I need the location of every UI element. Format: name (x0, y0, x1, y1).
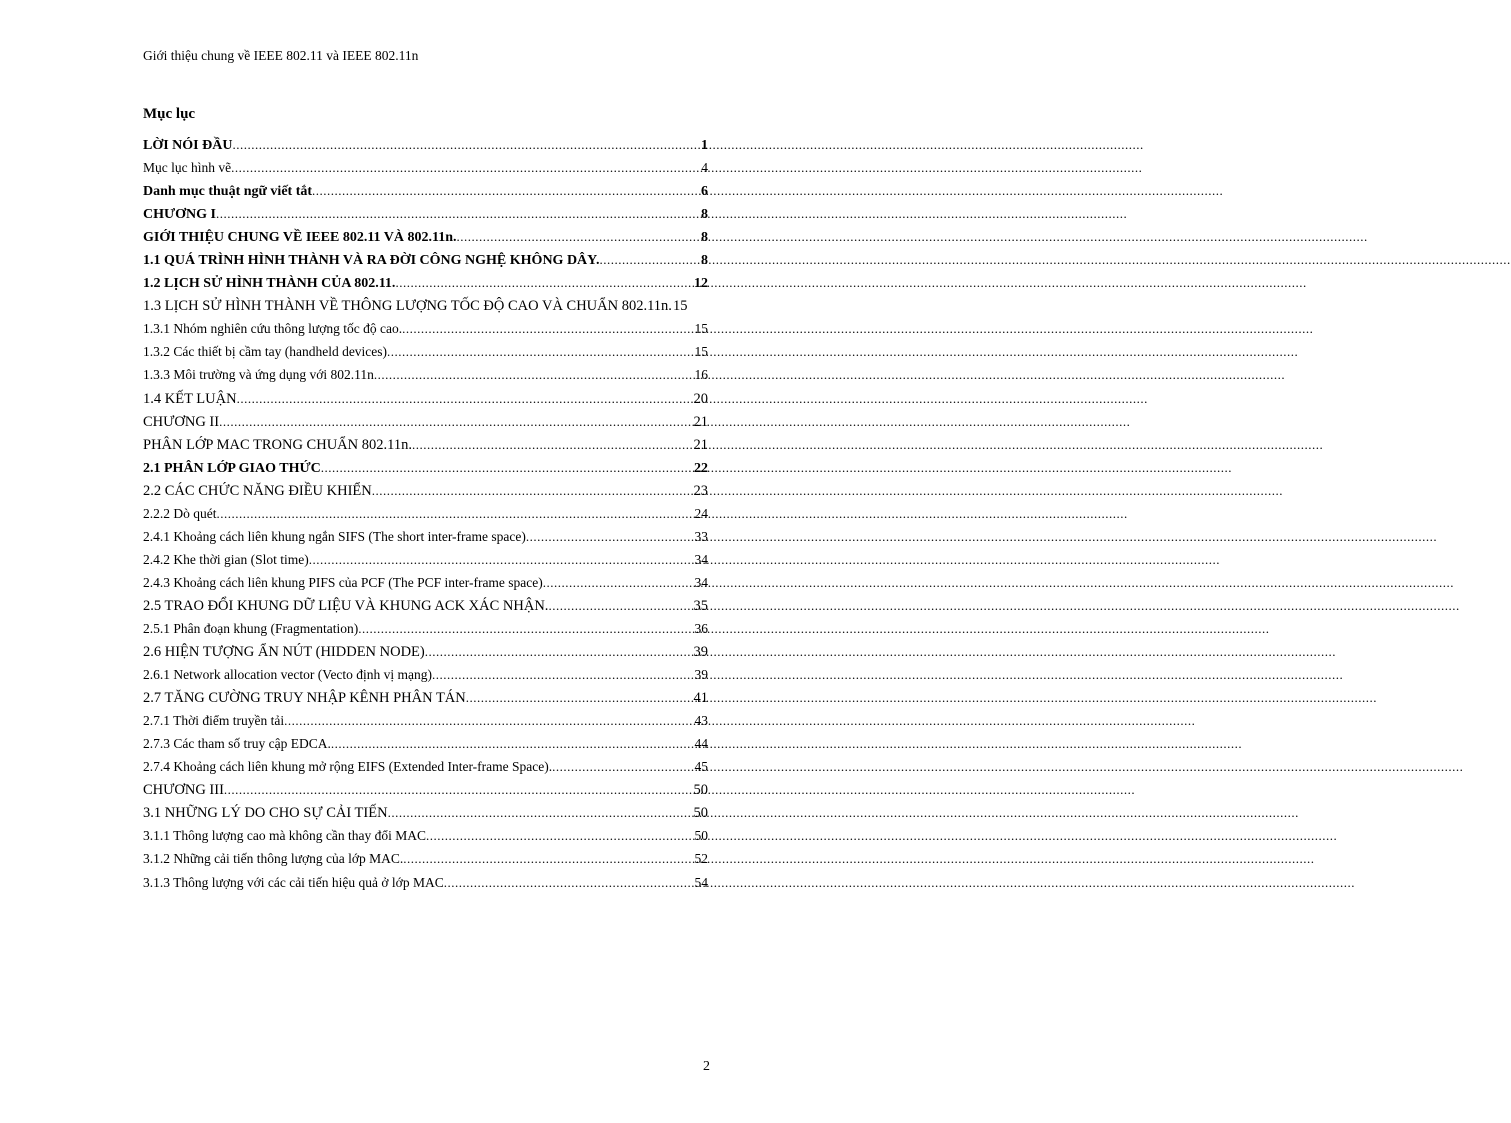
toc-entry[interactable] (143, 617, 708, 640)
toc-entry-page: 15 (694, 344, 708, 360)
toc-entry[interactable] (143, 847, 708, 870)
toc-entry-title: 2.4.2 Khe thời gian (Slot time) (143, 551, 309, 567)
toc-dot-leader (372, 479, 693, 502)
toc-dot-leader (403, 847, 693, 870)
toc-entry-title: 3.1.1 Thông lượng cao mà không cần thay đổi MAC (143, 828, 427, 844)
toc-entry[interactable] (143, 801, 708, 824)
toc-dot-leader (224, 778, 693, 801)
toc-entry[interactable] (143, 156, 708, 179)
toc-entry[interactable] (143, 433, 708, 456)
toc-entry-page: 34 (694, 574, 708, 590)
toc-entry[interactable] (143, 732, 708, 755)
toc-dot-leader (387, 340, 693, 363)
toc-dot-leader (312, 179, 700, 202)
toc-entry-page: 50 (693, 782, 708, 799)
toc-title: Mục lục (143, 106, 196, 122)
toc-dot-leader (552, 755, 693, 778)
toc-entry-title: 1.3 LỊCH SỬ HÌNH THÀNH VỀ THÔNG LƯỢNG TỐC ĐỘ CAO VÀ CHUẨN 802.11n. (143, 298, 672, 315)
toc-dot-leader (466, 686, 693, 709)
toc-entry-page: 8 (701, 253, 708, 269)
toc-entry-title: 2.4.1 Khoảng cách liên khung ngắn SIFS (The short inter-frame space) (143, 528, 526, 544)
toc-entry-title: 1.3.3 Môi trường và ứng dụng với 802.11n (143, 367, 374, 383)
toc-entry[interactable] (143, 294, 708, 317)
toc-entry[interactable] (143, 248, 708, 271)
toc-entry-page: 8 (701, 230, 708, 246)
toc-entry-page: 35 (693, 597, 708, 614)
toc-entry-page: 44 (694, 736, 708, 752)
toc-dot-leader (426, 824, 693, 847)
toc-entry-page: 43 (694, 713, 708, 729)
toc-entry[interactable] (143, 755, 708, 778)
toc-dot-leader (388, 801, 693, 824)
toc-entry-page: 15 (672, 298, 688, 315)
toc-entry[interactable] (143, 340, 708, 363)
toc-entry-title: 2.2.2 Dò quét (143, 505, 217, 521)
toc-entry-page: 54 (694, 874, 708, 890)
toc-entry-title: CHƯƠNG II (143, 413, 220, 430)
toc-entry-title: LỜI NÓI ĐẦU (143, 138, 233, 153)
toc-dot-leader (309, 548, 694, 571)
toc-dot-leader (217, 502, 694, 525)
toc-dot-leader (216, 202, 700, 225)
toc-entry-page: 50 (694, 828, 708, 844)
toc-entry-title: 2.6.1 Network allocation vector (Vecto định vị mạng) (143, 667, 433, 683)
toc-entry[interactable] (143, 525, 708, 548)
toc-entry-title: CHƯƠNG I (143, 207, 216, 223)
toc-entry[interactable] (143, 594, 708, 617)
table-of-contents (143, 133, 708, 894)
toc-entry-page: 15 (694, 321, 708, 337)
toc-entry-page: 34 (694, 551, 708, 567)
toc-entry[interactable] (143, 502, 708, 525)
toc-entry-page: 39 (694, 667, 708, 683)
toc-dot-leader (425, 640, 693, 663)
toc-entry[interactable] (143, 317, 708, 340)
toc-entry[interactable] (143, 202, 708, 225)
toc-entry-page: 22 (694, 460, 708, 476)
toc-entry-page: 39 (693, 644, 708, 661)
toc-dot-leader (284, 709, 693, 732)
toc-entry-page: 1 (701, 138, 708, 153)
toc-dot-leader (412, 433, 693, 456)
toc-dot-leader (457, 225, 700, 248)
toc-entry-title: CHƯƠNG III (143, 782, 224, 799)
toc-entry-page: 24 (694, 505, 708, 521)
toc-entry[interactable] (143, 271, 708, 294)
toc-dot-leader (432, 663, 693, 686)
toc-entry[interactable] (143, 709, 708, 732)
toc-entry-title: 2.7 TĂNG CƯỜNG TRUY NHẬP KÊNH PHÂN TÁN (143, 690, 466, 707)
toc-entry-title: 2.7.3 Các tham số truy cập EDCA. (143, 736, 331, 752)
toc-entry-page: 23 (693, 482, 708, 499)
toc-entry[interactable] (143, 479, 708, 502)
toc-entry[interactable] (143, 571, 708, 594)
toc-dot-leader (548, 594, 692, 617)
toc-entry[interactable] (143, 456, 708, 479)
toc-entry-title: 2.4.3 Khoảng cách liên khung PIFS của PCF (The PCF inter-frame space) (143, 574, 543, 590)
toc-entry[interactable] (143, 225, 708, 248)
toc-entry-title: 1.1 QUÁ TRÌNH HÌNH THÀNH VÀ RA ĐỜI CÔNG NGHỆ KHÔNG DÂY. (143, 253, 600, 269)
toc-dot-leader (358, 617, 693, 640)
toc-dot-leader (231, 156, 700, 179)
toc-dot-leader (321, 456, 693, 479)
toc-entry-page: 16 (694, 367, 708, 383)
toc-entry-title: 3.1 NHỮNG LÝ DO CHO SỰ CẢI TIẾN (143, 805, 388, 822)
toc-entry-title: GIỚI THIỆU CHUNG VỀ IEEE 802.11 VÀ 802.11n. (143, 230, 457, 246)
toc-entry-page: 20 (693, 390, 708, 407)
toc-entry-title: 1.2 LỊCH SỬ HÌNH THÀNH CỦA 802.11. (143, 276, 396, 292)
toc-dot-leader (543, 571, 694, 594)
toc-entry[interactable] (143, 824, 708, 847)
toc-dot-leader (331, 732, 694, 755)
toc-entry-page: 36 (694, 620, 708, 636)
toc-entry-title: 2.5 TRAO ĐỔI KHUNG DỮ LIỆU VÀ KHUNG ACK XÁC NHẬN. (143, 597, 549, 614)
toc-entry[interactable] (143, 871, 708, 894)
toc-entry-title: 2.5.1 Phân đoạn khung (Fragmentation) (143, 620, 359, 636)
toc-dot-leader (395, 271, 693, 294)
toc-entry-title: 2.1 PHÂN LỚP GIAO THỨC (143, 460, 321, 476)
toc-entry[interactable] (143, 133, 708, 156)
toc-dot-leader (402, 317, 693, 340)
toc-entry-page: 52 (694, 851, 708, 867)
toc-entry-page: 4 (701, 160, 708, 176)
toc-dot-leader (599, 248, 700, 271)
toc-entry[interactable] (143, 686, 708, 709)
toc-entry-page: 45 (694, 759, 708, 775)
toc-entry-title: PHÂN LỚP MAC TRONG CHUẨN 802.11n. (143, 436, 412, 453)
toc-entry-title: 1.3.1 Nhóm nghiên cứu thông lượng tốc độ cao. (143, 321, 403, 337)
toc-entry-page: 8 (701, 207, 708, 223)
toc-entry[interactable] (143, 663, 708, 686)
toc-entry-title: 2.2 CÁC CHỨC NĂNG ĐIỀU KHIỂN (143, 482, 372, 499)
toc-dot-leader (526, 525, 694, 548)
toc-entry-page: 12 (694, 276, 708, 292)
running-header: Giới thiệu chung về IEEE 802.11 và IEEE 802.11n (143, 48, 419, 63)
toc-entry-page: 50 (693, 805, 708, 822)
toc-entry-title: 3.1.2 Những cải tiến thông lượng của lớp MAC. (143, 851, 404, 867)
toc-entry-title: Danh mục thuật ngữ viết tắt (143, 184, 313, 200)
toc-entry[interactable] (143, 387, 708, 410)
toc-entry[interactable] (143, 640, 708, 663)
toc-dot-leader (444, 871, 694, 894)
toc-entry-page: 33 (694, 528, 708, 544)
toc-entry-page: 6 (701, 184, 708, 200)
toc-entry-title: 2.6 HIỆN TƯỢNG ẨN NÚT (HIDDEN NODE) (143, 644, 425, 661)
toc-entry-title: 2.7.4 Khoảng cách liên khung mở rộng EIFS (Extended Inter-frame Space). (143, 759, 553, 775)
toc-dot-leader (237, 387, 693, 410)
toc-entry-title: 2.7.1 Thời điểm truyền tải (143, 713, 285, 729)
toc-entry-page: 41 (693, 690, 708, 707)
toc-dot-leader (219, 410, 692, 433)
toc-dot-leader (232, 133, 700, 156)
toc-entry-page: 21 (693, 413, 708, 430)
toc-entry-title: 3.1.3 Thông lượng với các cải tiến hiệu quả ở lớp MAC (143, 874, 444, 890)
toc-entry-title: Mục lục hình vẽ (143, 160, 232, 176)
toc-entry[interactable] (143, 410, 708, 433)
page-number: 2 (703, 1059, 710, 1074)
toc-entry-title: 1.4 KẾT LUẬN (143, 390, 237, 407)
toc-dot-leader (374, 363, 694, 386)
toc-entry-title: 1.3.2 Các thiết bị cầm tay (handheld devices) (143, 344, 388, 360)
toc-entry[interactable] (143, 363, 708, 386)
toc-entry[interactable] (143, 778, 708, 801)
toc-entry[interactable] (143, 179, 708, 202)
toc-entry[interactable] (143, 548, 708, 571)
toc-entry-page: 21 (693, 436, 708, 453)
